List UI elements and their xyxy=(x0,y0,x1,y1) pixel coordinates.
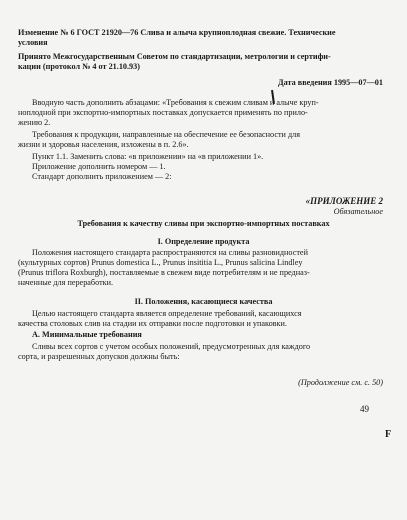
section-1-line-1: Положения настоящего стандарта распространяются на сливы разновидностей xyxy=(32,248,308,257)
section-1-line-3: (Prunus triflora Roxburgh), поставляемые в свежем виде потребителям и не предназ- xyxy=(18,268,310,277)
intro-line-2: ноплодной при экспортно-импортных поставках допускается применять по прило- xyxy=(18,108,308,117)
intro-line-5: жизни и здоровья населения, изложены в п. 2.6». xyxy=(18,140,189,149)
appendix-heading: Требования к качеству сливы при экспортно-импортных поставках xyxy=(77,219,330,228)
section-1-line-2: (культурных сортов) Prunus domestica L., Prunus insititia L., Prunus salicina Lindley xyxy=(18,258,303,267)
section-1-line-4: наченные для переработки. xyxy=(18,278,114,287)
adoption-note-line-2: кации (протокол № 4 от 21.10.93) xyxy=(18,62,140,71)
appendix-title: «ПРИЛОЖЕНИЕ 2 xyxy=(305,196,383,206)
intro-line-1: Вводную часть дополнить абзацами: «Требования к свежим сливам и алыче круп- xyxy=(32,98,319,107)
section-1-heading: I. Определение продукта xyxy=(157,237,250,246)
section-2-sub-line-2: сорта, и разрешенных допусков должны быть: xyxy=(18,352,180,361)
section-2-heading: II. Положения, касающиеся качества xyxy=(134,297,273,306)
margin-mark: F xyxy=(385,429,392,440)
continuation-note: (Продолжение см. с. 50) xyxy=(298,378,383,387)
intro-line-8: Стандарт дополнить приложением — 2: xyxy=(32,172,172,181)
section-2-line-1: Целью настоящего стандарта является определение требований, касающихся xyxy=(32,309,302,318)
effective-date: Дата введения 1995—07—01 xyxy=(278,78,383,87)
page-number: 49 xyxy=(360,404,369,414)
adoption-note-line-1: Принято Межгосударственным Советом по стандартизации, метрологии и сертифи- xyxy=(18,52,331,61)
section-2-sub-line-1: Сливы всех сортов с учетом особых положений, предусмотренных для каждого xyxy=(32,342,311,351)
intro-line-6: Пункт 1.1. Заменить слова: «в приложении» на «в приложении 1». xyxy=(32,152,264,161)
amendment-title-line-1: Изменение № 6 ГОСТ 21920—76 Слива и алыча крупноплодная свежие. Технические xyxy=(18,28,336,37)
section-2-subheading: А. Минимальные требования xyxy=(32,330,142,339)
intro-line-4: Требования к продукции, направленные на обеспечение ее безопасности для xyxy=(32,130,300,139)
intro-line-3: жению 2. xyxy=(18,118,51,127)
amendment-title-line-2: условия xyxy=(18,38,48,47)
intro-line-7: Приложение дополнить номером — 1. xyxy=(32,162,166,171)
appendix-status: Обязательное xyxy=(333,207,383,216)
section-2-line-2: качества столовых слив на стадии их отправки после подготовки и упаковки. xyxy=(18,319,287,328)
